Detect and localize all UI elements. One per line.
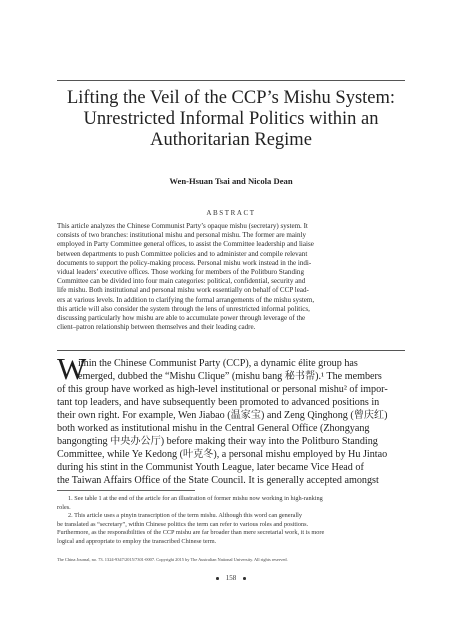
abstract-line: Committee can be divided into four main categories: political, confidential, security and xyxy=(57,277,306,286)
abstract-line: documents to support the policy-making process. Personal mishu work instead in the indi- xyxy=(57,258,312,267)
abstract-heading: ABSTRACT xyxy=(206,209,256,217)
body-line: both worked as institutional mishu in the Central General Office (Zhongyang xyxy=(57,423,370,435)
page-number-value: 158 xyxy=(225,574,237,582)
abstract-line: between departments to push Committee policies and to administer and compile relevant xyxy=(57,249,308,258)
abstract-line: discussing particularly how mishu are able to accumulate power through leverage of the xyxy=(57,314,306,323)
bullet-icon xyxy=(216,577,219,580)
body-line: of this group have worked as high-level institutional or personal mishu² of impor- xyxy=(57,384,388,396)
footnote-line: be translated as “secretary”, within Chinese politics the term can refer to various roles and positions. xyxy=(57,520,309,528)
body-line: ithin the Chinese Communist Party (CCP), a dynamic élite group has xyxy=(78,358,358,369)
abstract-line: consists of two branches: institutional mishu and personal mishu. The former are mainly xyxy=(57,231,307,240)
abstract-line: client–patron relationship between themselves and their leading cadre. xyxy=(57,323,256,332)
abstract-line: life mishu. Both institutional and personal mishu work essentially on behalf of CCP lead- xyxy=(57,286,309,295)
body-line: the Taiwan Affairs Office of the State Council. It is generally accepted amongst xyxy=(57,475,379,487)
footnote-line: roles. xyxy=(57,503,71,511)
abstract-line: employed in Party Committee general offices, to assist the Committee leadership and liaise xyxy=(57,240,314,249)
body-text xyxy=(57,351,405,487)
bullet-icon xyxy=(243,577,246,580)
abstract-line: vidual leaders’ executive offices. Those working for members of the Politburo Standing xyxy=(57,268,304,277)
abstract-line: this article will also consider the system through the lens of unrestricted informal politics, xyxy=(57,304,310,313)
footnote-rule xyxy=(57,490,195,491)
body-line: emerged, dubbed the “Mishu Clique” (mishu bang 秘书帮).¹ The members xyxy=(78,371,382,383)
drop-cap: W xyxy=(57,351,87,386)
footnote-line: Furthermore, as the responsibilities of the CCP mishu are far broader than mere secretarial work, it is more xyxy=(57,529,325,537)
footnote-line: logical and appropriate to employ the transcribed Chinese term. xyxy=(57,537,217,545)
title-line: Unrestricted Informal Politics within an xyxy=(83,109,379,129)
abstract-line: ers at various levels. In addition to clarifying the formal arrangements of the mishu system, xyxy=(57,295,315,304)
body-line: Committee, while Ye Kedong (叶克冬), a personal mishu employed by Hu Jintao xyxy=(57,449,388,461)
abstract xyxy=(57,222,405,332)
body-line: bangongting 中央办公厅) before making their way into the Politburo Standing xyxy=(57,436,378,448)
body-line: tant top leaders, and have subsequently been promoted to advanced positions in xyxy=(57,397,380,409)
abstract-line: This article analyzes the Chinese Communist Party’s opaque mishu (secretary) system. It xyxy=(57,222,308,230)
top-rule xyxy=(57,80,405,81)
footnote-line: 2. This article uses a pinyin transcription of the term mishu. Although this word can generally xyxy=(68,512,303,520)
footnote-line: 1. See table 1 at the end of the article for an illustration of former mishu now working in high-ranking xyxy=(68,495,323,502)
body-line: their own right. For example, Wen Jiabao (温家宝) and Zeng Qinghong (曾庆红) xyxy=(57,410,388,422)
page-number xyxy=(57,574,405,582)
title-line: Lifting the Veil of the CCP’s Mishu System: xyxy=(66,88,396,108)
abstract-rule xyxy=(57,350,405,351)
authors: Wen-Hsuan Tsai and Nicola Dean xyxy=(169,176,293,186)
article-title xyxy=(57,88,405,151)
footnotes xyxy=(57,495,405,547)
title-line: Authoritarian Regime xyxy=(150,130,312,150)
journal-info: The China Journal, no. 73. 1324-9347/2015/7301-0007. Copyright 2015 by The Australian National University. All rights reserved. xyxy=(57,557,288,562)
body-line: during his stint in the Communist Youth League, later became Vice Head of xyxy=(57,462,364,474)
